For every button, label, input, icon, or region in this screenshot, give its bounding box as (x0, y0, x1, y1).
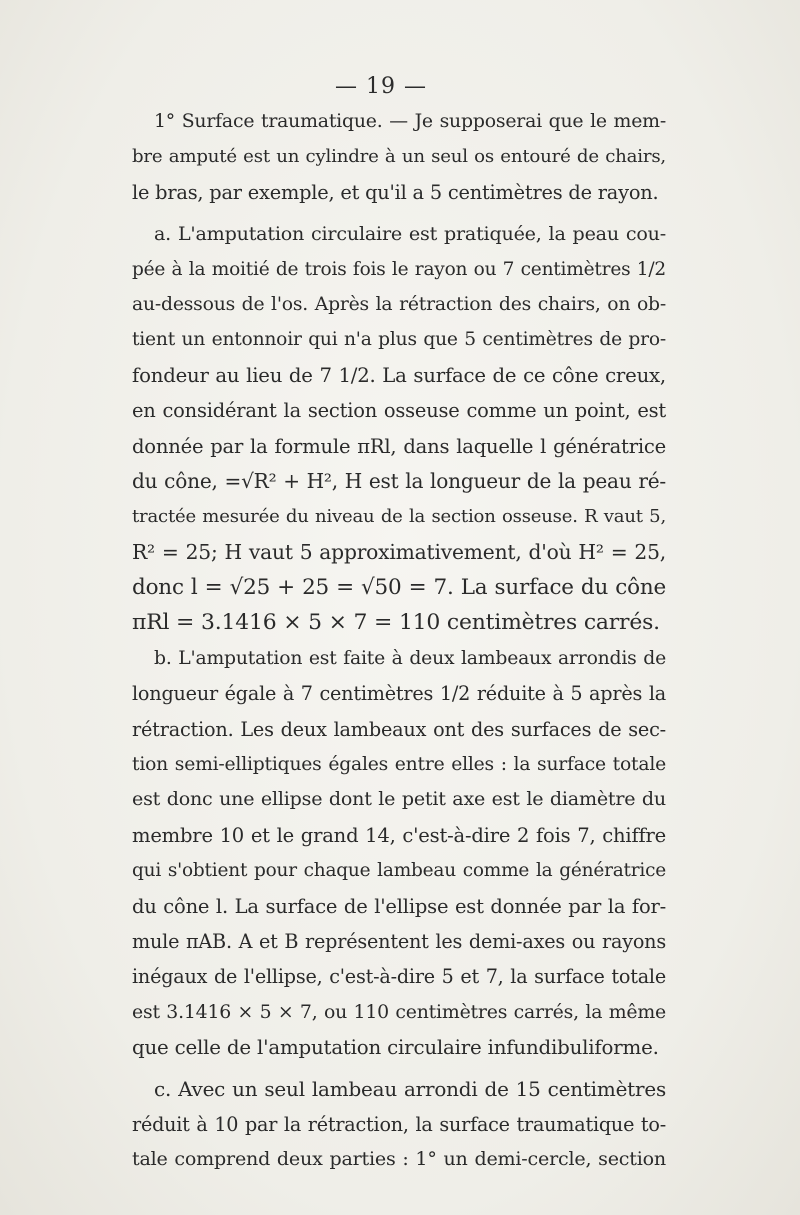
text-line: donc l = √25 + 25 = √50 = 7. La surface du cône (132, 575, 666, 601)
text-line: fondeur au lieu de 7 1/2. La surface de ce cône creux, (132, 363, 666, 387)
text-line: est 3.1416 × 5 × 7, ou 110 centimètres carrés, la même (132, 1000, 666, 1023)
body-text (132, 104, 666, 1178)
text-line: c. Avec un seul lambeau arrondi de 15 centimètres (154, 1076, 666, 1101)
text-line: donnée par la formule πRl, dans laquelle l génératrice (132, 434, 666, 458)
text-line: longueur égale à 7 centimètres 1/2 réduite à 5 après la (132, 682, 666, 706)
text-line: rétraction. Les deux lambeaux ont des surfaces de sec- (132, 717, 666, 741)
text-line: mule πAB. A et B représentent les demi-axes ou rayons (132, 929, 666, 953)
text-line: inégaux de l'ellipse, c'est-à-dire 5 et 7, la surface totale (132, 965, 666, 989)
text-line: tractée mesurée du niveau de la section osseuse. R vaut 5, (132, 506, 666, 528)
page-number: — 19 — (335, 74, 427, 99)
text-line: bre amputé est un cylindre à un seul os entouré de chairs, (132, 146, 666, 168)
text-line: pée à la moitié de trois fois le rayon ou 7 centimètres 1/2 (132, 258, 666, 280)
text-line: πRl = 3.1416 × 5 × 7 = 110 centimètres carrés. (132, 610, 660, 636)
text-line: a. L'amputation circulaire est pratiquée, la peau cou- (154, 222, 666, 246)
text-line: tale comprend deux parties : 1° un demi-cercle, section (132, 1148, 666, 1171)
text-line: le bras, par exemple, et qu'il a 5 centimètres de rayon. (132, 180, 659, 204)
text-line: du cône l. La surface de l'ellipse est donnée par la for- (132, 894, 666, 918)
text-line: qui s'obtient pour chaque lambeau comme la génératrice (132, 860, 666, 882)
text-line: R² = 25; H vaut 5 approximativement, d'où H² = 25, (132, 539, 666, 564)
text-line: membre 10 et le grand 14, c'est-à-dire 2 fois 7, chiffre (132, 823, 666, 847)
text-line: que celle de l'amputation circulaire infundibuliforme. (132, 1036, 659, 1060)
text-line: est donc une ellipse dont le petit axe est le diamètre du (132, 788, 666, 811)
text-line: b. L'amputation est faite à deux lambeaux arrondis de (154, 647, 666, 669)
text-line: au-dessous de l'os. Après la rétraction des chairs, on ob- (132, 293, 666, 315)
text-line: tion semi-elliptiques égales entre elles : la surface totale (132, 754, 666, 776)
text-line: tient un entonnoir qui n'a plus que 5 centimètres de pro- (132, 329, 666, 351)
text-line: en considérant la section osseuse comme un point, est (132, 399, 666, 423)
text-line: réduit à 10 par la rétraction, la surface traumatique to- (132, 1112, 666, 1136)
text-line: 1° Surface traumatique. — Je supposerai que le mem- (154, 111, 666, 132)
text-line: du cône, =√R² + H², H est la longueur de la peau ré- (132, 468, 666, 493)
